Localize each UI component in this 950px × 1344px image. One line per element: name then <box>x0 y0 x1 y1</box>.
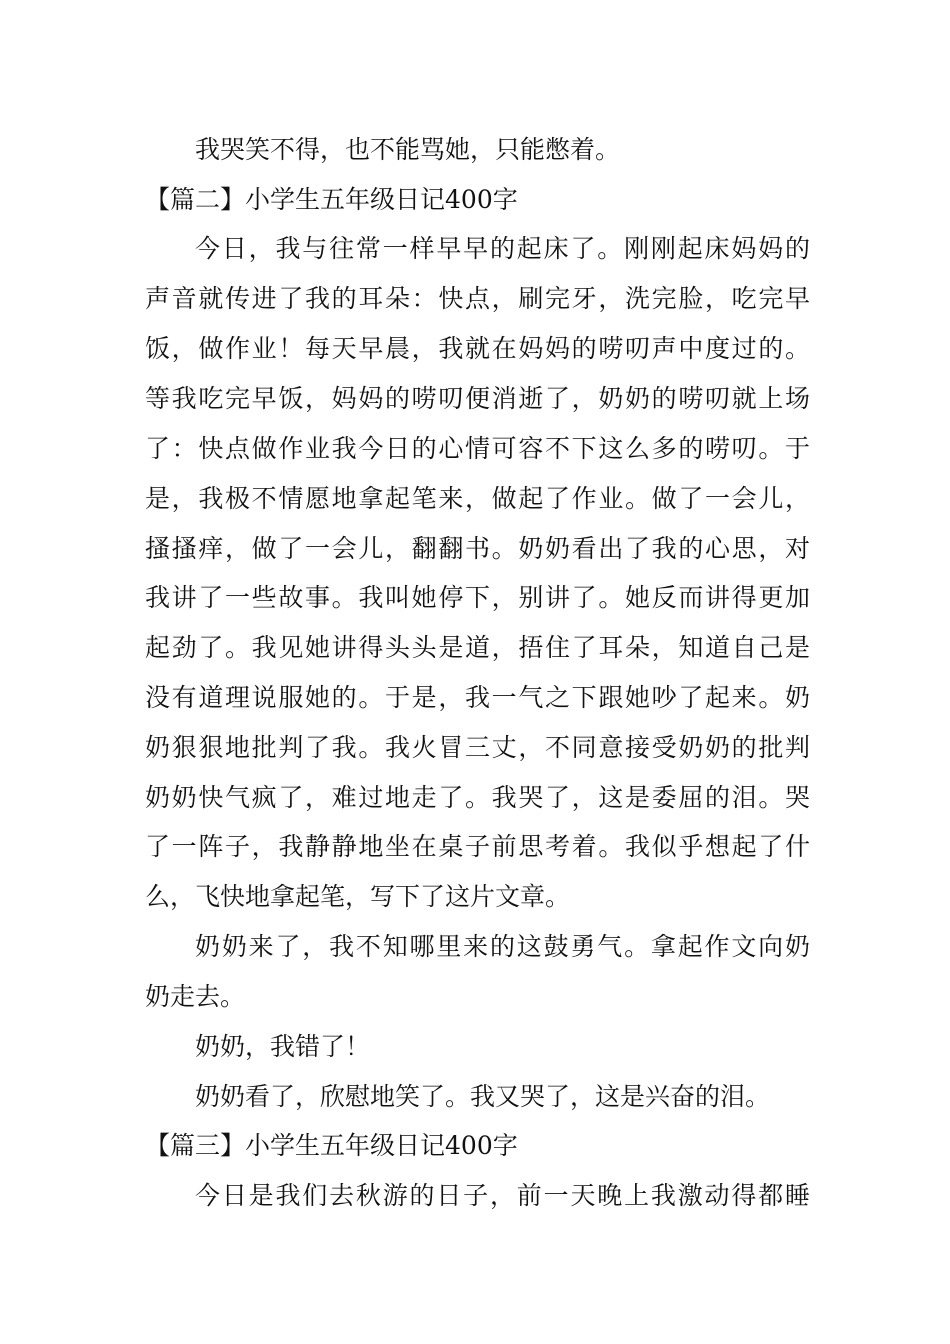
paragraph-line: 么，飞快地拿起笔，写下了这片文章。 <box>145 882 571 911</box>
paragraph-line: 了：快点做作业我今日的心情可容不下这么多的唠叨。于 <box>145 434 810 463</box>
paragraph-line: 奶走去。 <box>145 982 246 1011</box>
paragraph-line: 奶狠狠地批判了我。我火冒三丈，不同意接受奶奶的批判 <box>145 733 810 762</box>
paragraph-line: 奶奶看了，欣慰地笑了。我又哭了，这是兴奋的泪。 <box>195 1082 771 1111</box>
section-heading: 【篇三】小学生五年级日记400字 <box>145 1131 518 1160</box>
paragraph-line: 搔搔痒，做了一会儿，翻翻书。奶奶看出了我的心思，对 <box>145 534 810 563</box>
paragraph-line: 奶奶快气疯了，难过地走了。我哭了，这是委屈的泪。哭 <box>145 783 810 812</box>
paragraph-line: 是，我极不情愿地拿起笔来，做起了作业。做了一会儿， <box>145 484 810 513</box>
paragraph-line: 等我吃完早饭，妈妈的唠叨便消逝了，奶奶的唠叨就上场 <box>145 384 810 413</box>
paragraph-line: 奶奶，我错了！ <box>195 1032 371 1061</box>
paragraph-line: 了一阵子，我静静地坐在桌子前思考着。我似乎想起了什 <box>145 832 810 861</box>
paragraph-line: 起劲了。我见她讲得头头是道，捂住了耳朵，知道自己是 <box>145 633 810 662</box>
section-heading: 【篇二】小学生五年级日记400字 <box>145 185 518 214</box>
paragraph-line: 没有道理说服她的。于是，我一气之下跟她吵了起来。奶 <box>145 683 810 712</box>
paragraph-line: 声音就传进了我的耳朵：快点，刷完牙，洗完脸，吃完早 <box>145 284 810 313</box>
paragraph-line: 饭，做作业！每天早晨，我就在妈妈的唠叨声中度过的。 <box>145 334 810 363</box>
paragraph-line: 今日，我与往常一样早早的起床了。刚刚起床妈妈的 <box>195 234 810 263</box>
paragraph-line: 今日是我们去秋游的日子，前一天晚上我激动得都睡 <box>195 1181 810 1210</box>
paragraph-line: 我哭笑不得，也不能骂她，只能憋着。 <box>195 135 621 164</box>
paragraph-line: 我讲了一些故事。我叫她停下，别讲了。她反而讲得更加 <box>145 583 810 612</box>
paragraph-line: 奶奶来了，我不知哪里来的这鼓勇气。拿起作文向奶 <box>195 932 810 961</box>
